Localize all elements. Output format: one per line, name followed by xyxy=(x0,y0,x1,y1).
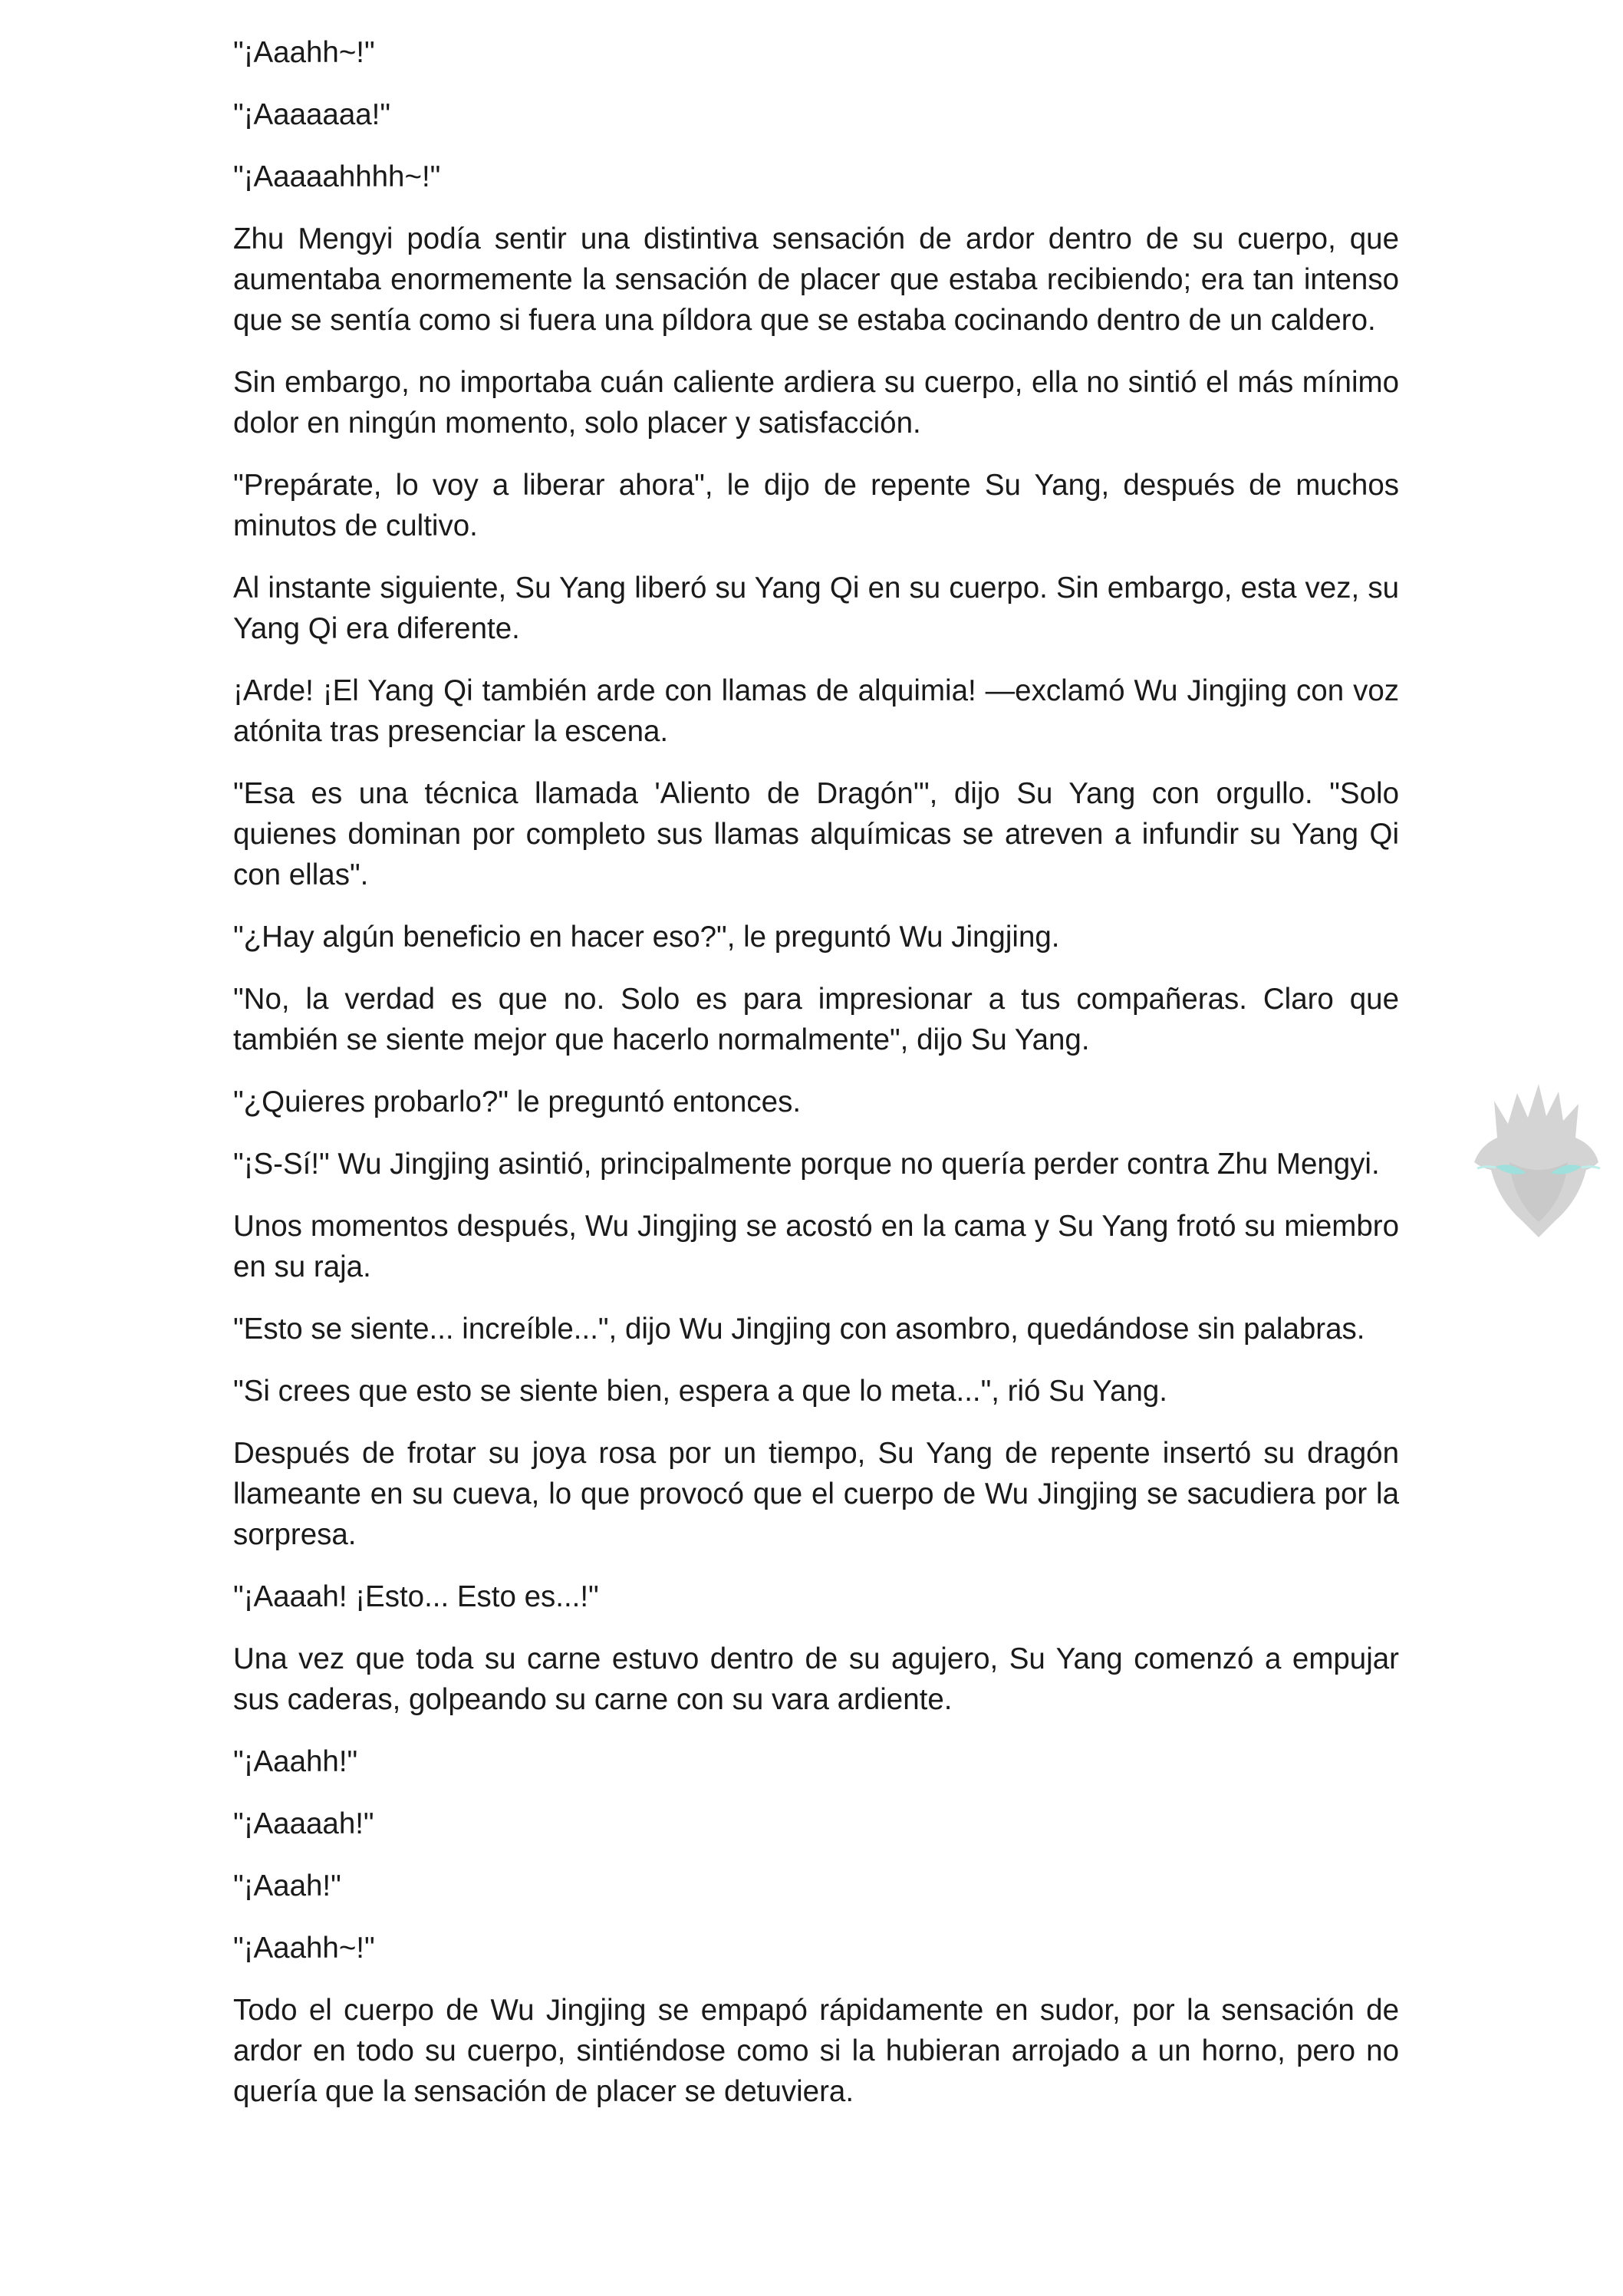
paragraph: "¡S-Sí!" Wu Jingjing asintió, principalmente porque no quería perder contra Zhu Mengyi. xyxy=(233,1148,1380,1181)
paragraph: "¿Hay algún beneficio en hacer eso?", le preguntó Wu Jingjing. xyxy=(233,921,1060,954)
paragraph: "¡Aaaaah!" xyxy=(233,1807,374,1840)
paragraph: "¡Aaaah! ¡Esto... Esto es...!" xyxy=(233,1580,599,1613)
paragraph: "No, la verdad es que no. Solo es para impresionar a tus compañeras. Claro que también se siente mejor que hacerlo normalmente", dijo Su Yang. xyxy=(233,983,1399,1056)
paragraph: ¡Arde! ¡El Yang Qi también arde con llamas de alquimia! —exclamó Wu Jingjing con voz atónita tras presenciar la escena. xyxy=(233,674,1399,748)
paragraph: "¡Aaah!" xyxy=(233,1869,341,1902)
paragraph: "¡Aaahh~!" xyxy=(233,1932,375,1965)
paragraph: "Si crees que esto se siente bien, espera a que lo meta...", rió Su Yang. xyxy=(233,1375,1167,1408)
paragraph: "¡Aaahh!" xyxy=(233,1745,358,1778)
demon-head-logo-icon xyxy=(1463,1070,1609,1247)
paragraph: Todo el cuerpo de Wu Jingjing se empapó rápidamente en sudor, por la sensación de ardor en todo su cuerpo, sintiéndose como si la hubieran arrojado a un horno, pero no quería que la sensación de placer se detuviera. xyxy=(233,1994,1399,2108)
paragraph: Zhu Mengyi podía sentir una distintiva sensación de ardor dentro de su cuerpo, que aumentaba enormemente la sensación de placer que estaba recibiendo; era tan intenso que se sentía como si fuera una píldora que se estaba cocinando dentro de un caldero. xyxy=(233,222,1399,337)
story-text xyxy=(233,32,1399,2133)
paragraph: Unos momentos después, Wu Jingjing se acostó en la cama y Su Yang frotó su miembro en su raja. xyxy=(233,1210,1399,1283)
paragraph: Al instante siguiente, Su Yang liberó su Yang Qi en su cuerpo. Sin embargo, esta vez, su Yang Qi era diferente. xyxy=(233,572,1399,645)
paragraph: "¡Aaaaahhhh~!" xyxy=(233,160,441,193)
paragraph: "¡Aaahh~!" xyxy=(233,36,375,69)
paragraph: "Esto se siente... increíble...", dijo Wu Jingjing con asombro, quedándose sin palabras. xyxy=(233,1313,1365,1346)
paragraph: Sin embargo, no importaba cuán caliente ardiera su cuerpo, ella no sintió el más mínimo dolor en ningún momento, solo placer y satisfacción. xyxy=(233,366,1399,440)
paragraph: "¡Aaaaaaa!" xyxy=(233,98,391,131)
paragraph: "Prepárate, lo voy a liberar ahora", le dijo de repente Su Yang, después de muchos minutos de cultivo. xyxy=(233,469,1399,542)
paragraph: Después de frotar su joya rosa por un tiempo, Su Yang de repente insertó su dragón llameante en su cueva, lo que provocó que el cuerpo de Wu Jingjing se sacudiera por la sorpresa. xyxy=(233,1437,1399,1551)
paragraph: "Esa es una técnica llamada 'Aliento de Dragón'", dijo Su Yang con orgullo. "Solo quienes dominan por completo sus llamas alquímicas se atreven a infundir su Yang Qi con ellas". xyxy=(233,777,1399,891)
paragraph: Una vez que toda su carne estuvo dentro de su agujero, Su Yang comenzó a empujar sus caderas, golpeando su carne con su vara ardiente. xyxy=(233,1642,1399,1716)
paragraph: "¿Quieres probarlo?" le preguntó entonces. xyxy=(233,1085,802,1118)
